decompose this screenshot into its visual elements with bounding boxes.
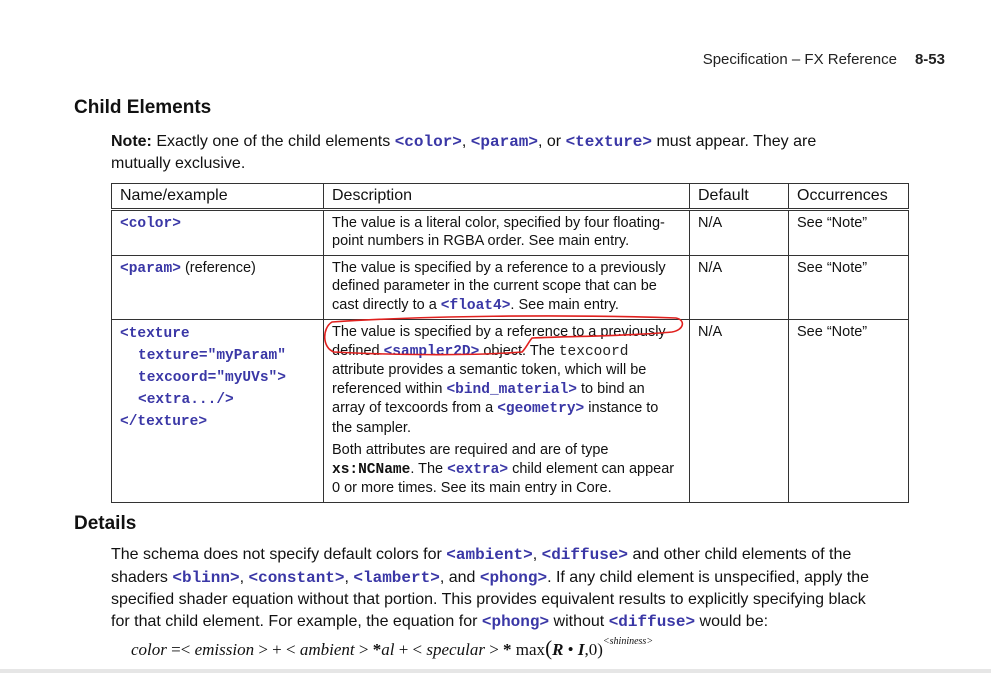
table-row: [112, 255, 909, 320]
details-text: , and: [439, 568, 480, 586]
desc-text: instance to the sampler.: [332, 400, 659, 436]
cell-occurrences: See “Note”: [789, 320, 909, 503]
table-row: [112, 209, 909, 255]
code-sampler2d: <sampler2D>: [383, 343, 480, 360]
desc-text: . The: [410, 460, 448, 477]
eq-emission: emission: [194, 640, 255, 659]
child-elements-table: [111, 183, 909, 503]
cell-default: N/A: [690, 320, 789, 503]
eq-paren: (: [545, 636, 553, 660]
details-text: The schema does not specify default colors for: [111, 546, 447, 563]
desc-text: child element can appear 0 or more times. See its main entry in Core.: [332, 460, 675, 496]
note-text: Exactly one of the child elements: [151, 133, 395, 150]
cell-name: [112, 255, 324, 320]
phong-equation: [131, 636, 653, 661]
eq-al: al: [381, 640, 395, 659]
code-ambient: <ambient>: [446, 546, 533, 564]
code-float4: <float4>: [440, 297, 511, 314]
code-phong: <phong>: [481, 612, 550, 631]
desc-text: The value is specified by a reference to a previously defined: [332, 324, 666, 359]
eq-op: =<: [166, 640, 195, 659]
eq-specular: specular: [426, 640, 485, 659]
desc-text: to bind an array of texcoords from a: [332, 380, 645, 416]
note-text: must appear. They are mutually exclusive.: [111, 133, 817, 172]
details-text: . If any child element is unspecified, apply the specified shader equation without that portion. This provides equivalent results to explicitly specifying black for that child element. For example, the equation for: [111, 568, 870, 630]
note-sep: , or: [538, 133, 566, 150]
col-header-default: Default: [690, 184, 789, 210]
eq-i: I: [577, 640, 585, 659]
desc-paragraph-1: [332, 323, 681, 437]
row-name-suffix: (reference): [180, 259, 256, 276]
cell-default: N/A: [690, 209, 789, 255]
details-text: ,: [239, 568, 249, 586]
code-ncname: xs:NCName: [332, 461, 411, 478]
page-number: 8-53: [914, 51, 945, 68]
cell-occurrences: See “Note”: [789, 209, 909, 255]
texture-line: </texture>: [120, 414, 208, 430]
row-name-code: <color>: [120, 215, 181, 232]
code-color: <color>: [394, 133, 462, 151]
eq-op: > + <: [254, 640, 300, 659]
desc-text: Both attributes are required and are of type: [332, 442, 609, 458]
col-header-occurrences: Occurrences: [789, 184, 909, 210]
bottom-bar: [0, 669, 991, 673]
eq-color: color: [131, 640, 167, 659]
code-texture: <texture>: [565, 133, 652, 151]
eq-op: *: [503, 640, 512, 659]
eq-op: >: [354, 640, 373, 659]
cell-default: N/A: [690, 255, 789, 320]
cell-description: The value is a literal color, specified by four floating-point numbers in RGBA order. See main entry.: [324, 209, 690, 255]
code-bind-material: <bind_material>: [446, 381, 577, 398]
desc-text: The value is specified by a reference to a previously defined parameter in the current scope that can be cast directly to a: [332, 259, 666, 313]
eq-r: R: [552, 640, 564, 659]
texture-line: texcoord="myUVs">: [138, 370, 286, 386]
cell-name: [112, 209, 324, 255]
col-header-description: Description: [324, 184, 690, 210]
code-lambert: <lambert>: [353, 568, 440, 587]
note-label: Note:: [111, 133, 152, 150]
details-text: and other child elements of the shaders: [111, 546, 852, 586]
page-header: [703, 51, 945, 68]
eq-op: *: [372, 640, 382, 659]
texture-line: texture="myParam": [138, 348, 286, 364]
desc-text: object. The: [479, 342, 559, 359]
desc-text: . See main entry.: [510, 296, 619, 313]
code-texcoord: texcoord: [558, 343, 629, 360]
code-phong: <phong>: [479, 568, 548, 587]
details-text: would be:: [695, 612, 769, 630]
eq-op: >: [484, 640, 504, 659]
details-text: ,: [532, 546, 542, 563]
texture-line: <extra.../>: [138, 392, 234, 408]
code-param: <param>: [470, 133, 539, 151]
note-sep: ,: [461, 133, 471, 150]
eq-tail: ,0): [584, 640, 603, 659]
note-paragraph: [111, 131, 871, 175]
cell-description: [324, 320, 690, 503]
details-text: without: [549, 612, 609, 630]
table-row: [112, 320, 909, 503]
code-diffuse: <diffuse>: [608, 612, 696, 631]
desc-text: attribute provides a semantic token, which will be referenced within: [332, 362, 647, 397]
code-blinn: <blinn>: [172, 568, 240, 587]
eq-dot: •: [563, 640, 578, 659]
details-heading: Details: [74, 513, 137, 534]
cell-occurrences: See “Note”: [789, 255, 909, 320]
code-diffuse: <diffuse>: [541, 546, 629, 564]
details-text: ,: [344, 568, 354, 586]
texture-line: <texture: [120, 326, 190, 342]
desc-paragraph-2: [332, 441, 681, 498]
child-elements-heading: Child Elements: [74, 97, 212, 118]
table-header-row: [112, 184, 909, 210]
col-header-name: Name/example: [112, 184, 324, 210]
cell-description: [324, 255, 690, 320]
header-section: Specification – FX Reference: [702, 51, 897, 68]
details-paragraph: [111, 544, 881, 633]
eq-op: + <: [394, 640, 427, 659]
eq-max: max: [511, 640, 546, 659]
eq-exponent: <shininess>: [602, 636, 654, 648]
cell-name: [112, 320, 324, 503]
code-geometry: <geometry>: [497, 401, 585, 417]
eq-ambient: ambient: [299, 640, 355, 659]
row-name-code: <param>: [120, 260, 181, 277]
code-constant: <constant>: [248, 568, 345, 587]
code-extra: <extra>: [447, 461, 509, 478]
